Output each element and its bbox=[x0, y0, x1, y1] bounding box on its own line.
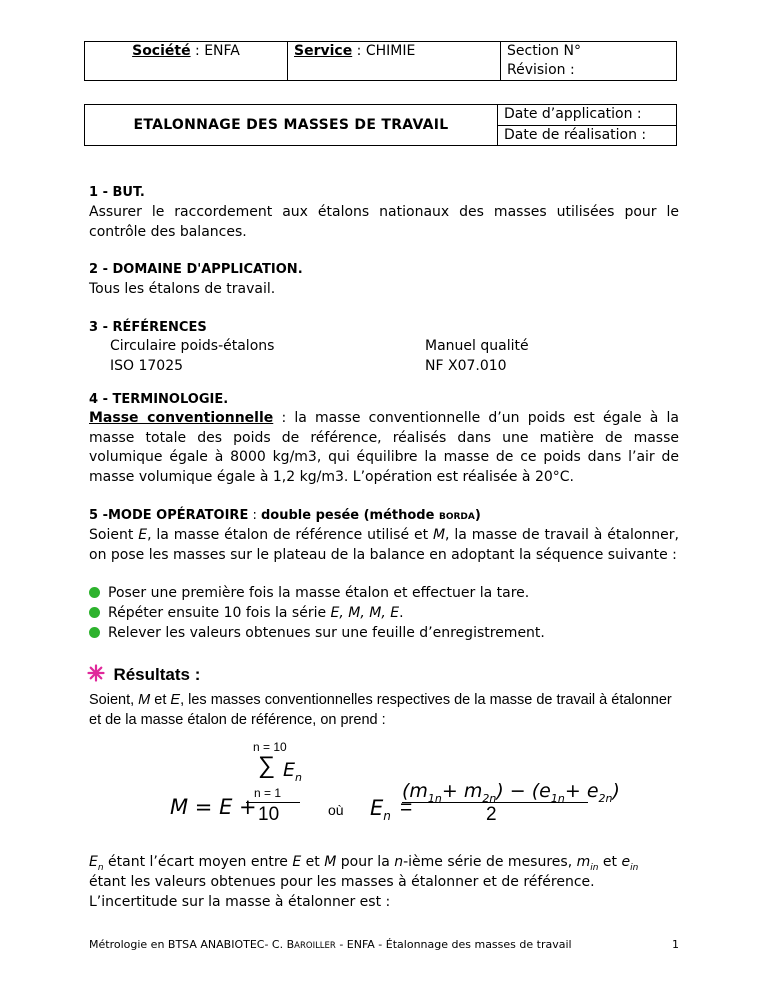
page-number: 1 bbox=[672, 938, 679, 951]
section-2-text: Tous les étalons de travail. bbox=[89, 281, 276, 297]
service-label: Service bbox=[294, 43, 353, 59]
societe-label: Société bbox=[132, 43, 191, 59]
definition-line: étant les valeurs obtenues pour les masses à étalonner et de référence. bbox=[89, 874, 595, 890]
list-item: Relever les valeurs obtenues sur une feuille d’enregistrement. bbox=[89, 624, 545, 644]
section-4-text bbox=[89, 409, 679, 487]
date-realisation: Date de réalisation : bbox=[498, 125, 677, 146]
asterisk-icon bbox=[87, 664, 105, 682]
section-2-heading: 2 - DOMAINE D'APPLICATION. bbox=[89, 262, 303, 277]
results-heading: Résultats : bbox=[87, 664, 200, 685]
term-definition: : la masse conventionnelle d’un poids est égale à la masse totale des poids de référence, réalisés dans une matière de masse volumique égale à 8000 kg/m3, qui équilibre la masse de ce poids dans l’air de masse volumique égale à 1,2 kg/m3. L’opération est réalisée à 20°C. bbox=[89, 410, 679, 485]
bullet-icon bbox=[89, 587, 100, 598]
header-table-title bbox=[84, 104, 677, 146]
societe-value: : ENFA bbox=[190, 43, 240, 59]
definition-line: $E_n$ étant l’écart moyen entre E et M pour la n-ième série de mesures, $m_{in}$ et $e_{in}$ bbox=[89, 854, 639, 873]
section-number: Section N° bbox=[507, 43, 581, 59]
list-item: Répéter ensuite 10 fois la série E, M, M, E. bbox=[89, 604, 404, 624]
service-cell bbox=[288, 42, 501, 81]
list-item: Poser une première fois la masse étalon et effectuer la tare. bbox=[89, 584, 529, 604]
formula: n = 10 ∑ $E_n$ n = 1 M = E + 10 où $E_n$ = $(m_{1n}+ m_{2n}) - (e_{1n}+ e_{2n})$ 2 bbox=[170, 740, 620, 825]
service-value: : CHIMIE bbox=[352, 43, 416, 59]
section-1-heading: 1 - BUT. bbox=[89, 185, 145, 200]
fraction-bar bbox=[402, 802, 588, 803]
sum-symbol: ∑ bbox=[258, 752, 276, 779]
reference-item: ISO 17025 bbox=[110, 358, 184, 374]
reference-item: Manuel qualité bbox=[425, 338, 529, 354]
footer: Métrologie en BTSA ANABIOTEC- C. BAROILLER - ENFA - Étalonnage des masses de travail bbox=[89, 938, 572, 951]
reference-item: Circulaire poids-étalons bbox=[110, 338, 275, 354]
revision: Révision : bbox=[507, 62, 575, 78]
term-masse-conventionnelle: Masse conventionnelle bbox=[89, 410, 274, 426]
uncertainty-line: L’incertitude sur la masse à étalonner est : bbox=[89, 894, 391, 910]
document-title: ETALONNAGE DES MASSES DE TRAVAIL bbox=[85, 105, 498, 146]
fraction-bar bbox=[246, 802, 300, 803]
section-cell bbox=[501, 42, 677, 81]
bullet-icon bbox=[89, 627, 100, 638]
section-3-heading: 3 - RÉFÉRENCES bbox=[89, 320, 207, 335]
section-5-heading: 5 -MODE OPÉRATOIRE : double pesée (méthode BORDA) bbox=[89, 508, 481, 523]
societe-cell bbox=[85, 42, 288, 81]
bullet-icon bbox=[89, 607, 100, 618]
section-4-heading: 4 - TERMINOLOGIE. bbox=[89, 392, 229, 407]
results-text: Soient, M et E, les masses conventionnelles respectives de la masse de travail à étalonner et de la masse étalon de référence, on prend : bbox=[89, 692, 672, 728]
date-application: Date d’application : bbox=[498, 105, 677, 126]
section-1-text: Assurer le raccordement aux étalons nationaux des masses utilisées pour le contrôle des balances. bbox=[89, 204, 679, 240]
reference-item: NF X07.010 bbox=[425, 358, 507, 374]
header-table-top bbox=[84, 41, 677, 81]
formula-numerator: $(m_{1n}+ m_{2n}) - (e_{1n}+ e_{2n})$ bbox=[402, 780, 620, 805]
section-5-text: Soient E, la masse étalon de référence utilisé et M, la masse de travail à étalonner, on pose les masses sur le plateau de la balance en adoptant la séquence suivante : bbox=[89, 527, 679, 563]
formula-lhs: M = E + bbox=[170, 795, 257, 819]
